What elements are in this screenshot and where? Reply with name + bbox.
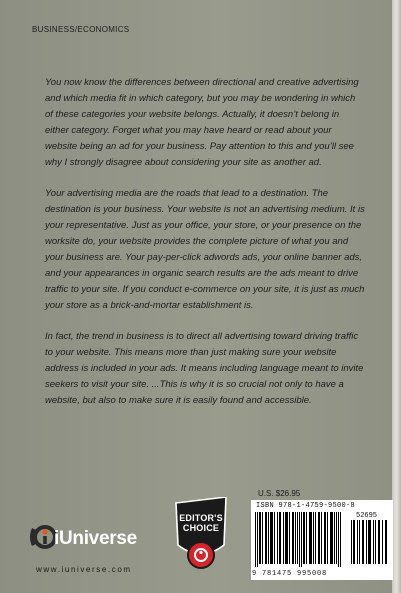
category-label: BUSINESS/ECONOMICS xyxy=(32,25,130,34)
blurb-paragraph-1: You now know the differences between directional and creative advertising and which media fit in which category, but you may be wondering in which of these categories your website belongs. Actually, it doesn’t belong in either category. Forget what you may have heard or read about your website being an ad for your business. Pay attention to this and you’ll see why I strongly disagree about considering your site as another ad. xyxy=(45,77,359,168)
badge-line-2: CHOICE xyxy=(182,523,220,533)
barcode-number: 9 781475 995008 xyxy=(252,570,328,578)
price-code: 52695 xyxy=(356,512,378,520)
isbn-label: ISBN 978-1-4759-9500-8 xyxy=(256,502,356,510)
blurb-paragraph-2: Your advertising media are the roads that lead to a destination. The destination is your business. Your website is not an advertising medium. It is your representative. Just as your office, your store, or your presence on the worksite do, your website provides the complete picture of what you and your business are. Your pay-per-click adwords ads, your online banner ads, and your appearances in organic search results are the ads meant to drive traffic to your site. If you conduct e-commerce on your site, it is just as much your store as a brick-and-mortar establishment is. xyxy=(45,188,365,311)
publisher-name: iUniverse xyxy=(54,528,137,549)
badge-line-1: EDITOR'S xyxy=(179,513,223,523)
blurb-paragraph-3: In fact, the trend in business is to direct all advertising toward driving traffic to your website. This means more than just making sure your website address is included in your ads. It means including language meant to invite seekers to visit your site. ...This is why it is so crucial not only to have a website, but also to make sure it is easily found and accessible. xyxy=(45,331,364,406)
publisher-url: www.iuniverse.com xyxy=(36,565,132,574)
blurb-text xyxy=(45,75,365,424)
spine-edge xyxy=(392,0,401,593)
editors-choice-badge-icon xyxy=(172,497,230,575)
price-label: U.S. $26.95 xyxy=(258,489,301,498)
